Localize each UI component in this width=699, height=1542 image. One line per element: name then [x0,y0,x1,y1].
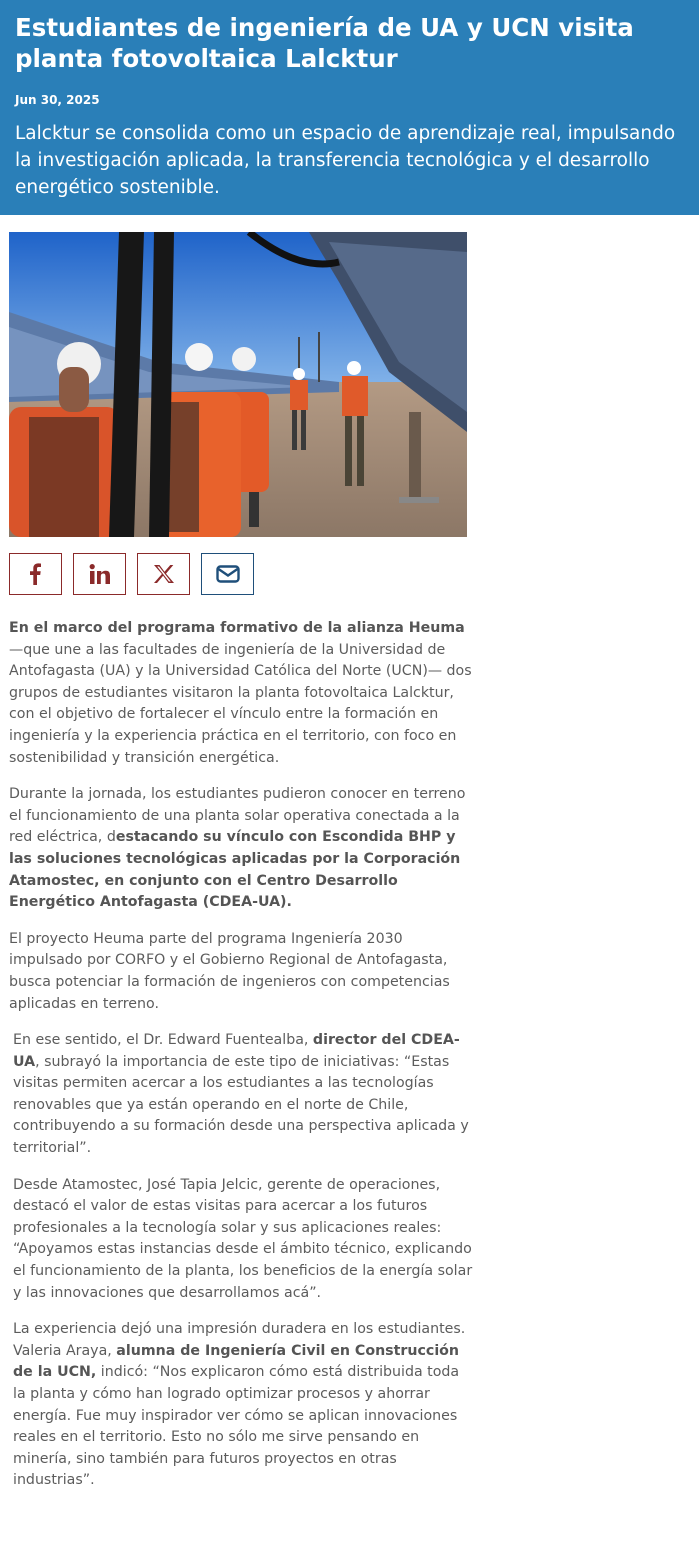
x-icon [153,564,175,584]
article-lede: Lalcktur se consolida como un espacio de aprendizaje real, impulsando la investigación aplicada, la transferencia tecnológica y el desarrollo energético sostenible. [15,123,676,198]
share-facebook-button[interactable] [9,553,62,595]
article-body [9,618,475,1507]
article-paragraph: En el marco del programa formativo de la alianza Heuma—que une a las facultades de ingeniería de la Universidad de Antofagasta (UA) y la Universidad Católica del Norte (UCN)— dos grupos de estudiantes visitaron la planta fotovoltaica Lalcktur, con el objetivo de fortalecer el vínculo entre la formación en ingeniería y la experiencia práctica en el territorio, con foco en sostenibilidad y transición energética. [9,620,472,766]
article-date: Jun 30, 2025 [15,93,100,107]
mail-icon [216,565,240,583]
share-bar [9,553,254,595]
article-paragraph: En ese sentido, el Dr. Edward Fuentealba, director del CDEA-UA, subrayó la importancia de este tipo de iniciativas: “Estas visitas permiten acercar a los estudiantes a las tecnologías renovables que ya están operando en el norte de Chile, contribuyendo a su formación desde una perspectiva aplicada y territorial”. [13,1032,469,1157]
share-email-button[interactable] [201,553,254,595]
facebook-icon [26,563,46,585]
article-paragraph: El proyecto Heuma parte del programa Ingeniería 2030 impulsado por CORFO y el Gobierno Regional de Antofagasta, busca potenciar la formación de ingenieros con competencias aplicadas en terreno. [9,930,450,1012]
article-photo [9,232,467,537]
share-x-button[interactable] [137,553,190,595]
article-header [0,0,699,215]
share-linkedin-button[interactable] [73,553,126,595]
linkedin-icon [89,563,111,585]
article-paragraph: Desde Atamostec, José Tapia Jelcic, gerente de operaciones, destacó el valor de estas visitas para acercar a los futuros profesionales a la tecnología solar y sus aplicaciones reales: “Apoyamos estas instancias desde el ámbito técnico, explicando el funcionamiento de la planta, los beneficios de la energía solar y las innovaciones que desarrollamos acá”. [13,1176,473,1301]
article-title: Estudiantes de ingeniería de UA y UCN visita planta fotovoltaica Lalcktur [15,13,634,73]
article-paragraph: La experiencia dejó una impresión duradera en los estudiantes. Valeria Araya, alumna de Ingeniería Civil en Construcción de la UCN, indicó: “Nos explicaron cómo está distribuida toda la planta y cómo han logrado optimizar procesos y ahorrar energía. Fue muy inspirador ver cómo se aplican innovaciones reales en el territorio. Esto no sólo me sirve pensando en minería, sino también para futuros proyectos en otras industrias”. [13,1321,466,1489]
article-paragraph: Durante la jornada, los estudiantes pudieron conocer en terreno el funcionamiento de una planta solar operativa conectada a la red eléctrica, destacando su vínculo con Escondida BHP y las soluciones tecnológicas aplicadas por la Corporación Atamostec, en conjunto con el Centro Desarrollo Energético Antofagasta (CDEA-UA). [9,786,466,911]
